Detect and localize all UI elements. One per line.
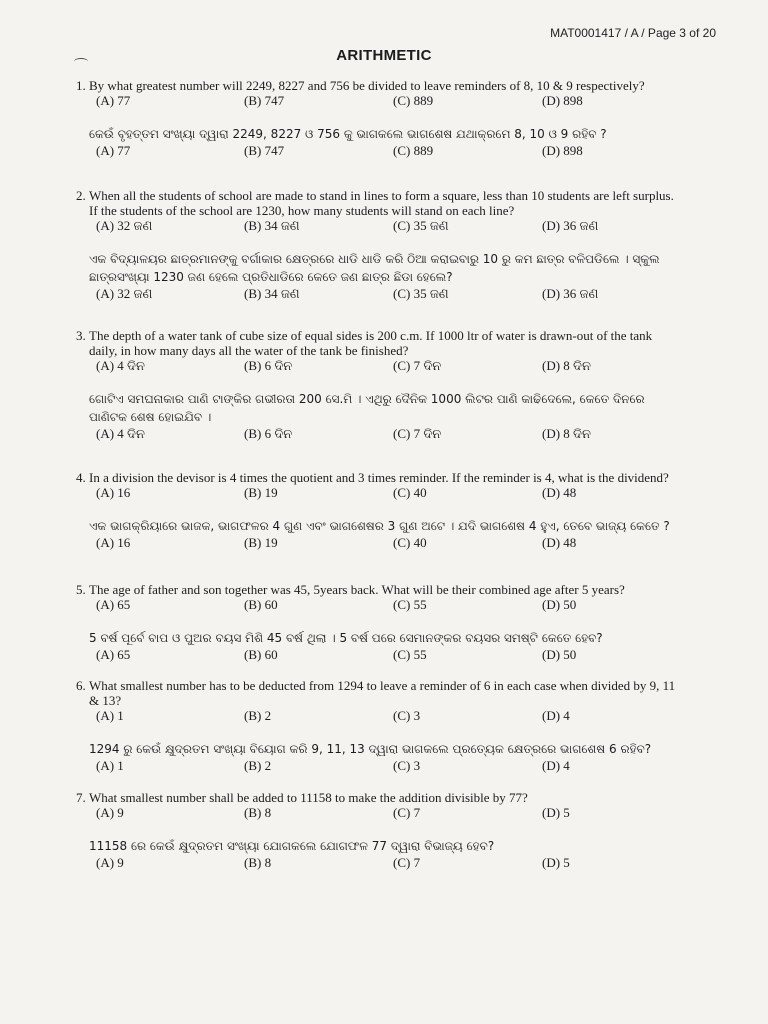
option-d: (D) 8 ଦିନ	[542, 358, 591, 373]
option-c: (C) 889	[393, 93, 434, 108]
question-6	[76, 678, 676, 774]
option-c: (C) 55	[393, 647, 427, 662]
option-b: (B) 19	[244, 535, 278, 550]
option-d: (D) 898	[542, 143, 583, 158]
question-number: 4.	[76, 470, 86, 485]
option-b: (B) 747	[244, 143, 285, 158]
question-text-or: 5 ବର୍ଷ ପୂର୍ବେ ବାପ ଓ ପୁଅର ବୟସ ମିଶି 45 ବର୍ଷ ଥିଲା । 5 ବର୍ଷ ପରେ ସେମାନଙ୍କର ବୟସର ସମଷ୍ଟି କେତେ ହେବ?	[89, 631, 603, 645]
option-c: (C) 7 ଦିନ	[393, 426, 442, 441]
option-b: (B) 8	[244, 805, 272, 820]
options-or	[96, 758, 676, 774]
option-d: (D) 898	[542, 93, 583, 108]
question-3	[76, 328, 676, 442]
option-a: (A) 16	[96, 535, 131, 550]
question-5	[76, 582, 676, 663]
options-en	[96, 708, 676, 724]
option-d: (D) 4	[542, 758, 570, 773]
option-c: (C) 7	[393, 805, 421, 820]
options-en	[96, 485, 676, 501]
options-or	[96, 647, 676, 663]
question-number: 2.	[76, 188, 86, 203]
question-text-or: କେଉଁ ବୃହତ୍ତମ ସଂଖ୍ୟା ଦ୍ୱାରା 2249, 8227 ଓ 756 କୁ ଭାଗକଲେ ଭାଗଶେଷ ଯଥାକ୍ରମେ 8, 10 ଓ 9 ରହିବ ?	[89, 127, 607, 141]
option-b: (B) 60	[244, 597, 278, 612]
option-b: (B) 747	[244, 93, 285, 108]
option-a: (A) 9	[96, 855, 124, 870]
options-or	[96, 143, 676, 159]
option-b: (B) 34 ଜଣ	[244, 286, 300, 301]
option-c: (C) 40	[393, 485, 427, 500]
option-d: (D) 5	[542, 805, 570, 820]
page-title: ARITHMETIC	[336, 47, 432, 64]
options-en	[96, 358, 676, 374]
options-en	[96, 597, 676, 613]
question-text-en: The depth of a water tank of cube size of equal sides is 200 c.m. If 1000 ltr of water is drawn-out of the tank daily, in how many days all the water of the tank be finished?	[89, 328, 653, 358]
options-en	[96, 93, 676, 109]
question-text-or: 11158 ରେ କେଉଁ କ୍ଷୁଦ୍ରତମ ସଂଖ୍ୟା ଯୋଗକଲେ ଯୋଗଫଳ 77 ଦ୍ୱାରା ବିଭାଜ୍ୟ ହେବ?	[89, 839, 495, 853]
option-b: (B) 6 ଦିନ	[244, 426, 293, 441]
option-a: (A) 9	[96, 805, 124, 820]
options-or	[96, 855, 676, 871]
option-c: (C) 3	[393, 708, 421, 723]
option-c: (C) 7 ଦିନ	[393, 358, 442, 373]
question-number: 7.	[76, 790, 86, 805]
option-b: (B) 60	[244, 647, 278, 662]
options-or	[96, 286, 676, 302]
option-a: (A) 32 ଜଣ	[96, 286, 153, 301]
question-7	[76, 790, 676, 871]
question-text-or: ଏକ ବିଦ୍ୟାଳୟର ଛାତ୍ରମାନଙ୍କୁ ବର୍ଗାକାର କ୍ଷେତ୍ରରେ ଧାଡି ଧାଡି କରି ଠିଆ କରାଇବାରୁ 10 ରୁ କମ ଛାତ୍ର ବଳିପଡିଲେ । ସ୍କୁଲ ଛାତ୍ରସଂଖ୍ୟା 1230 ଜଣ ହେଲେ ପ୍ରତିଧାଡିରେ କେତେ ଜଣ ଛାତ୍ର ଛିଡା ହେଲେ?	[89, 252, 660, 284]
option-b: (B) 8	[244, 855, 272, 870]
option-c: (C) 40	[393, 535, 427, 550]
question-text-or: ଏକ ଭାଗକ୍ରିୟାରେ ଭାଜକ, ଭାଗଫଳର 4 ଗୁଣ ଏବଂ ଭାଗଶେଷର 3 ଗୁଣ ଅଟେ । ଯଦି ଭାଗଶେଷ 4 ହୁଏ, ତେବେ ଭାଜ୍ୟ କେତେ ?	[89, 519, 670, 533]
option-b: (B) 34 ଜଣ	[244, 218, 300, 233]
option-d: (D) 8 ଦିନ	[542, 426, 591, 441]
option-d: (D) 36 ଜଣ	[542, 286, 599, 301]
option-d: (D) 48	[542, 535, 577, 550]
question-number: 3.	[76, 328, 86, 343]
option-c: (C) 55	[393, 597, 427, 612]
options-en	[96, 218, 676, 234]
option-d: (D) 50	[542, 597, 577, 612]
question-text-or: 1294 ରୁ କେଉଁ କ୍ଷୁଦ୍ରତମ ସଂଖ୍ୟା ବିୟୋଗ କରି 9, 11, 13 ଦ୍ୱାରା ଭାଗକଲେ ପ୍ରତ୍ୟେକ କ୍ଷେତ୍ରରେ ଭାଗଶେଷ 6 ରହିବ?	[89, 742, 652, 756]
option-b: (B) 19	[244, 485, 278, 500]
option-c: (C) 35 ଜଣ	[393, 218, 449, 233]
options-or	[96, 426, 676, 442]
question-number: 6.	[76, 678, 86, 693]
option-a: (A) 77	[96, 143, 131, 158]
question-2	[76, 188, 676, 302]
question-number: 1.	[76, 78, 86, 93]
question-4	[76, 470, 676, 551]
paper-id: MAT0001417 / A / Page 3 of 20	[550, 26, 716, 40]
option-a: (A) 32 ଜଣ	[96, 218, 153, 233]
option-c: (C) 889	[393, 143, 434, 158]
option-d: (D) 50	[542, 647, 577, 662]
option-d: (D) 4	[542, 708, 570, 723]
option-a: (A) 4 ଦିନ	[96, 426, 145, 441]
question-text-en: In a division the devisor is 4 times the quotient and 3 times reminder. If the reminder is 4, what is the dividend?	[89, 470, 669, 485]
option-c: (C) 7	[393, 855, 421, 870]
question-text-or: ଗୋଟିଏ ସମଘନାକାର ପାଣି ଟାଙ୍କିର ଗଭୀରତା 200 ସେ.ମି । ଏଥିରୁ ଦୈନିକ 1000 ଲିଟର ପାଣି କାଢିଦେଲେ, କେତେ ଦିନରେ ପାଣିଟକ ଶେଷ ହୋଇଯିବ ।	[89, 392, 645, 424]
option-a: (A) 16	[96, 485, 131, 500]
option-d: (D) 48	[542, 485, 577, 500]
options-or	[96, 535, 676, 551]
option-b: (B) 2	[244, 708, 272, 723]
option-b: (B) 2	[244, 758, 272, 773]
question-text-en: What smallest number has to be deducted from 1294 to leave a reminder of 6 in each case when divided by 9, 11 & 13?	[89, 678, 676, 708]
option-c: (C) 3	[393, 758, 421, 773]
question-number: 5.	[76, 582, 86, 597]
question-text-en: When all the students of school are made to stand in lines to form a square, less than 10 students are left surplus. If the students of the school are 1230, how many students will stand on each line?	[89, 188, 674, 218]
option-a: (A) 4 ଦିନ	[96, 358, 145, 373]
option-c: (C) 35 ଜଣ	[393, 286, 449, 301]
question-text-en: The age of father and son together was 45, 5years back. What will be their combined age after 5 years?	[89, 582, 625, 597]
question-text-en: What smallest number shall be added to 11158 to make the addition divisible by 77?	[89, 790, 528, 805]
option-d: (D) 36 ଜଣ	[542, 218, 599, 233]
option-a: (A) 65	[96, 597, 131, 612]
option-d: (D) 5	[542, 855, 570, 870]
options-en	[96, 805, 676, 821]
question-text-en: By what greatest number will 2249, 8227 and 756 be divided to leave reminders of 8, 10 & 9 respectively?	[89, 78, 645, 93]
option-b: (B) 6 ଦିନ	[244, 358, 293, 373]
question-1	[76, 78, 676, 159]
option-a: (A) 77	[96, 93, 131, 108]
option-a: (A) 1	[96, 708, 124, 723]
option-a: (A) 65	[96, 647, 131, 662]
option-a: (A) 1	[96, 758, 124, 773]
